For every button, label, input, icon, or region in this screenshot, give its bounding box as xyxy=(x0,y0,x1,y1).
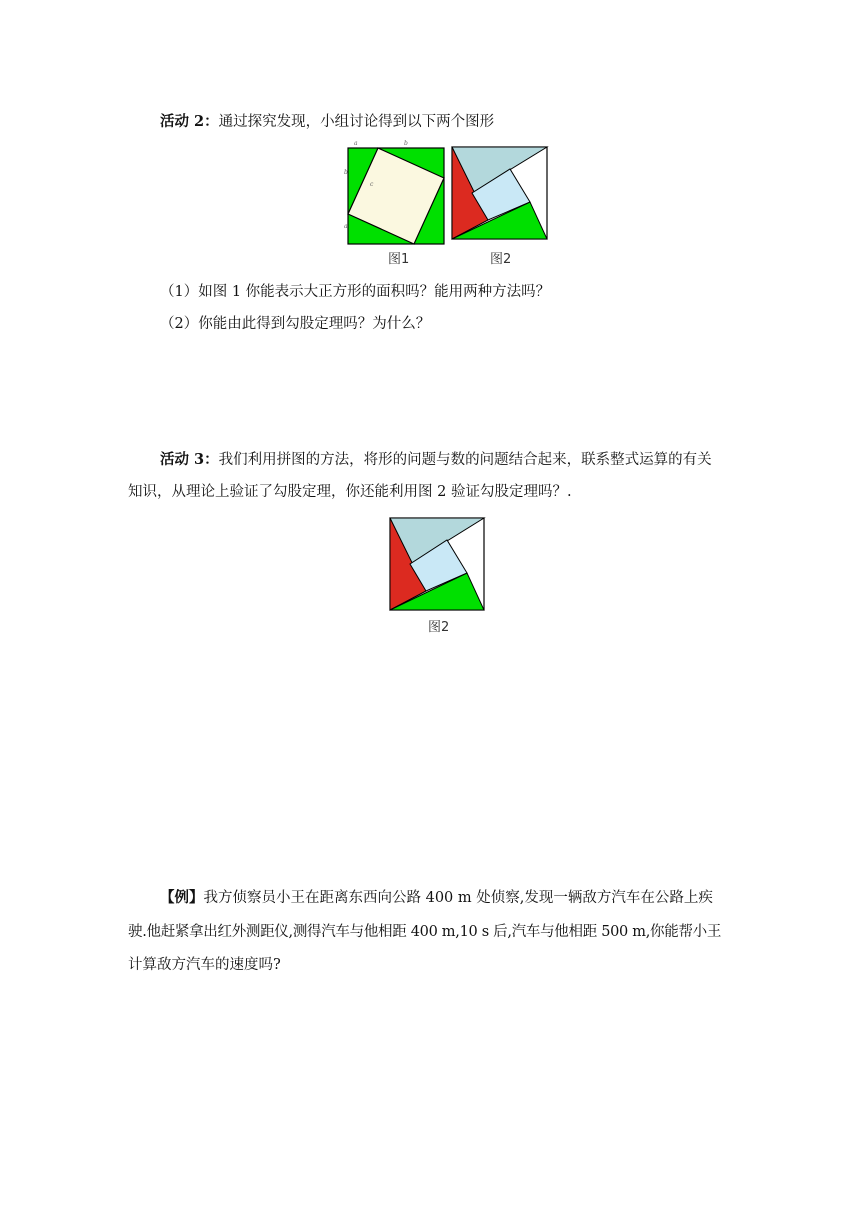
activity2-label: 活动 2： xyxy=(160,113,219,130)
activity3-text-1: 我们利用拼图的方法，将形的问题与数的问题结合起来，联系整式运算的有关 xyxy=(218,452,712,468)
figure-2-bottom-caption: 图2 xyxy=(428,620,450,635)
question-1: （1）如图 1 你能表示大正方形的面积吗？能用两种方法吗？ xyxy=(160,284,551,300)
label-hyp-c: c xyxy=(370,181,374,188)
label-top-b: b xyxy=(404,140,408,147)
label-left-a: a xyxy=(344,223,348,230)
question-2: （2）你能由此得到勾股定理吗？为什么？ xyxy=(160,316,431,332)
example-text-1: 我方侦察员小王在距离东西向公路 400 m 处侦察,发现一辆敌方汽车在公路上疾 xyxy=(203,890,713,906)
figure-1-svg xyxy=(344,140,448,246)
figure-2-bottom-svg xyxy=(388,516,486,612)
example-label: 【例】 xyxy=(160,889,204,906)
activity2-heading xyxy=(160,112,494,132)
figure-2-top xyxy=(450,145,550,241)
figure-1 xyxy=(344,140,448,246)
activity3-label: 活动 3： xyxy=(160,451,219,468)
figure-2-top-svg xyxy=(450,145,550,241)
figure-2-bottom xyxy=(388,516,486,612)
example-line2: 驶.他赶紧拿出红外测距仪,测得汽车与他相距 400 m,10 s 后,汽车与他相距 500 m,你能帮小王 xyxy=(128,924,722,940)
figure-1-caption: 图1 xyxy=(388,252,410,267)
activity2-text: 通过探究发现，小组讨论得到以下两个图形 xyxy=(218,114,495,130)
figure-2-top-caption: 图2 xyxy=(490,252,512,267)
label-left-b: b xyxy=(344,169,348,176)
example-line1 xyxy=(160,888,713,908)
activity3-line2: 知识，从理论上验证了勾股定理，你还能利用图 2 验证勾股定理吗？. xyxy=(128,484,572,500)
label-top-a: a xyxy=(354,140,358,147)
activity3-line1 xyxy=(160,450,712,470)
example-line3: 计算敌方汽车的速度吗? xyxy=(128,957,281,973)
